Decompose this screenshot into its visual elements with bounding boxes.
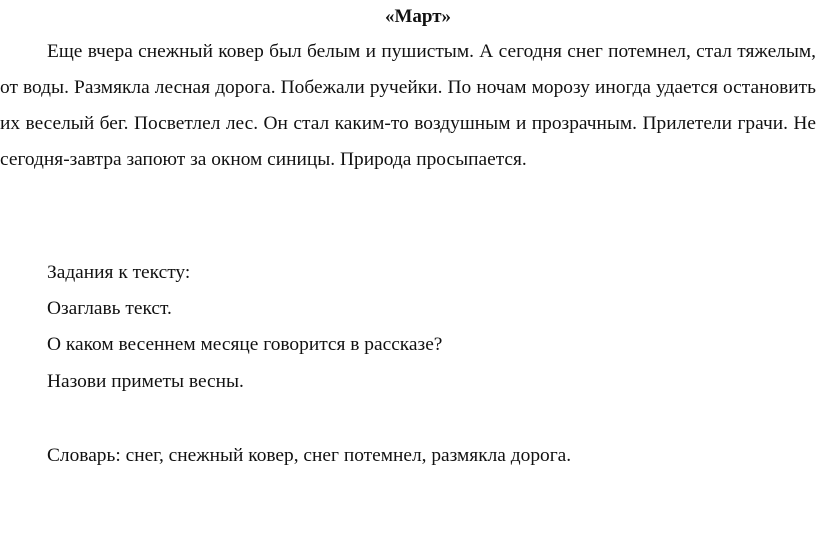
task-item-1: Озаглавь текст.	[47, 298, 172, 319]
vocabulary-line: Словарь: снег, снежный ковер, снег потемнел, размякла дорога.	[47, 445, 572, 466]
task-item-3: Назови приметы весны.	[47, 371, 244, 392]
main-paragraph	[0, 34, 816, 178]
text-title: «Март»	[384, 6, 452, 27]
task-item-2: О каком весеннем месяце говорится в рассказе?	[47, 334, 443, 355]
tasks-heading: Задания к тексту:	[47, 262, 191, 283]
paragraph-text: Еще вчера снежный ковер был белым и пушистым. А сегодня снег потемнел, стал тяжелым, от воды. Размякла лесная дорога. Побежали ручейки. По ночам морозу иногда удается остановить их веселый бег. Посветлел лес. Он стал каким-то воздушным и прозрачным. Прилетели грачи. Не сегодня-завтра запоют за окном синицы. Природа просыпается.	[0, 41, 816, 170]
